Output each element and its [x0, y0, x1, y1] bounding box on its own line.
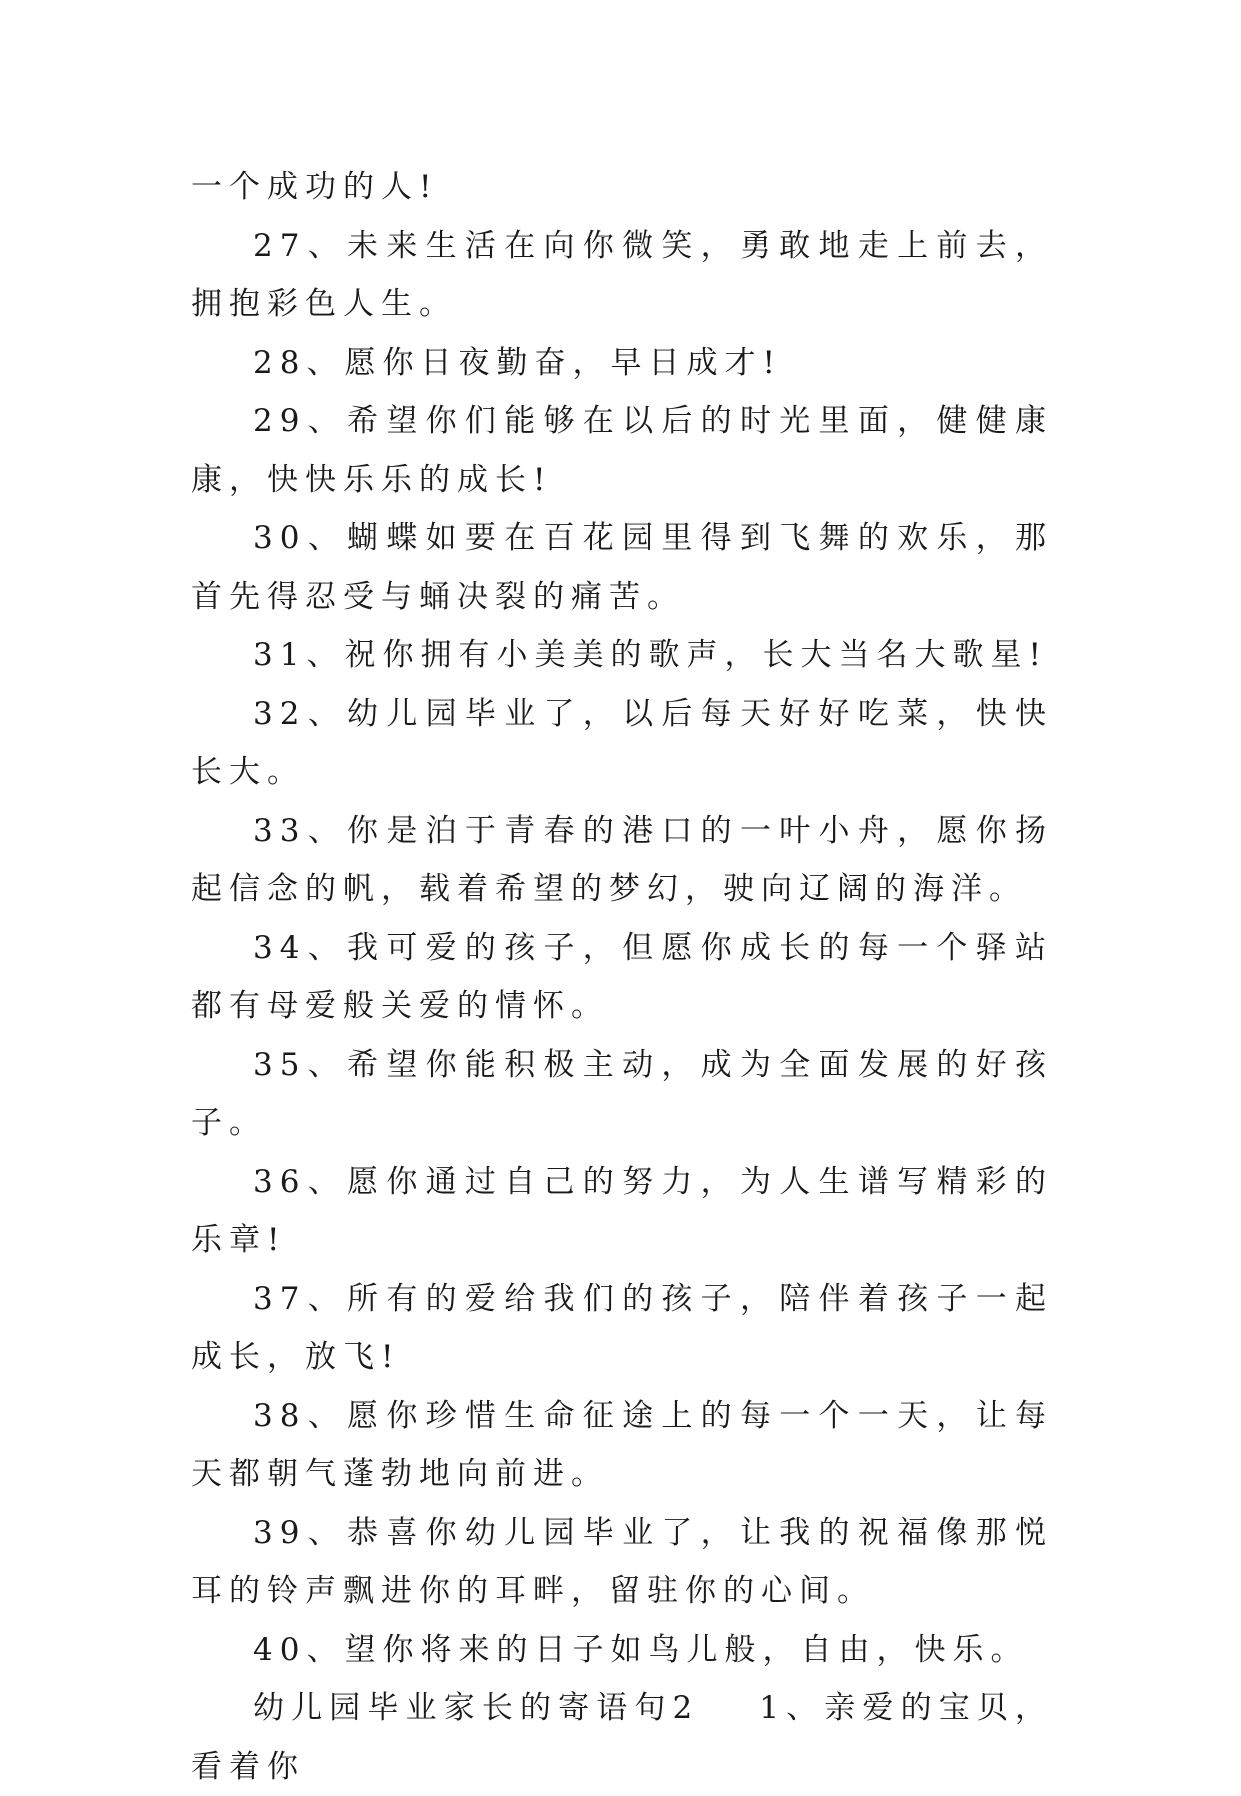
paragraph-37: 37、所有的爱给我们的孩子，陪伴着孩子一起成长，放飞! — [191, 1280, 1053, 1375]
paragraph-28: 28、愿你日夜勤奋，早日成才! — [253, 344, 782, 381]
paragraph-33: 33、你是泊于青春的港口的一叶小舟，愿你扬起信念的帆，载着希望的梦幻，驶向辽阔的海洋。 — [191, 812, 1053, 907]
section-continuation: 1、亲爱的宝贝，看着你 — [191, 1690, 1053, 1785]
paragraph-29: 29、希望你们能够在以后的时光里面，健健康康，快快乐乐的成长! — [191, 403, 1053, 498]
paragraph-34: 34、我可爱的孩子，但愿你成长的每一个驿站都有母爱般关爱的情怀。 — [191, 929, 1053, 1024]
paragraph-39: 39、恭喜你幼儿园毕业了，让我的祝福像那悦耳的铃声飘进你的耳畔，留驻你的心间。 — [191, 1514, 1053, 1609]
section-heading-line — [191, 1679, 1053, 1796]
paragraph-36: 36、愿你通过自己的努力，为人生谱写精彩的乐章! — [191, 1163, 1053, 1258]
paragraph-35: 35、希望你能积极主动，成为全面发展的好孩子。 — [191, 1046, 1053, 1141]
paragraph-27: 27、未来生活在向你微笑，勇敢地走上前去，拥抱彩色人生。 — [191, 227, 1053, 322]
paragraph-0: 一个成功的人! — [191, 169, 439, 205]
section-heading: 幼儿园毕业家长的寄语句2 — [253, 1690, 700, 1726]
paragraph-31: 31、祝你拥有小美美的歌声，长大当名大歌星! — [253, 637, 1048, 673]
paragraph-40: 40、望你将来的日子如鸟儿般，自由，快乐。 — [253, 1631, 1029, 1668]
paragraph-32: 32、幼儿园毕业了，以后每天好好吃菜，快快长大。 — [191, 695, 1053, 790]
document-body — [191, 158, 1053, 1796]
paragraph-30: 30、蝴蝶如要在百花园里得到飞舞的欢乐，那首先得忍受与蛹决裂的痛苦。 — [191, 520, 1053, 615]
paragraph-38: 38、愿你珍惜生命征途上的每一个一天，让每天都朝气蓬勃地向前进。 — [191, 1397, 1053, 1492]
